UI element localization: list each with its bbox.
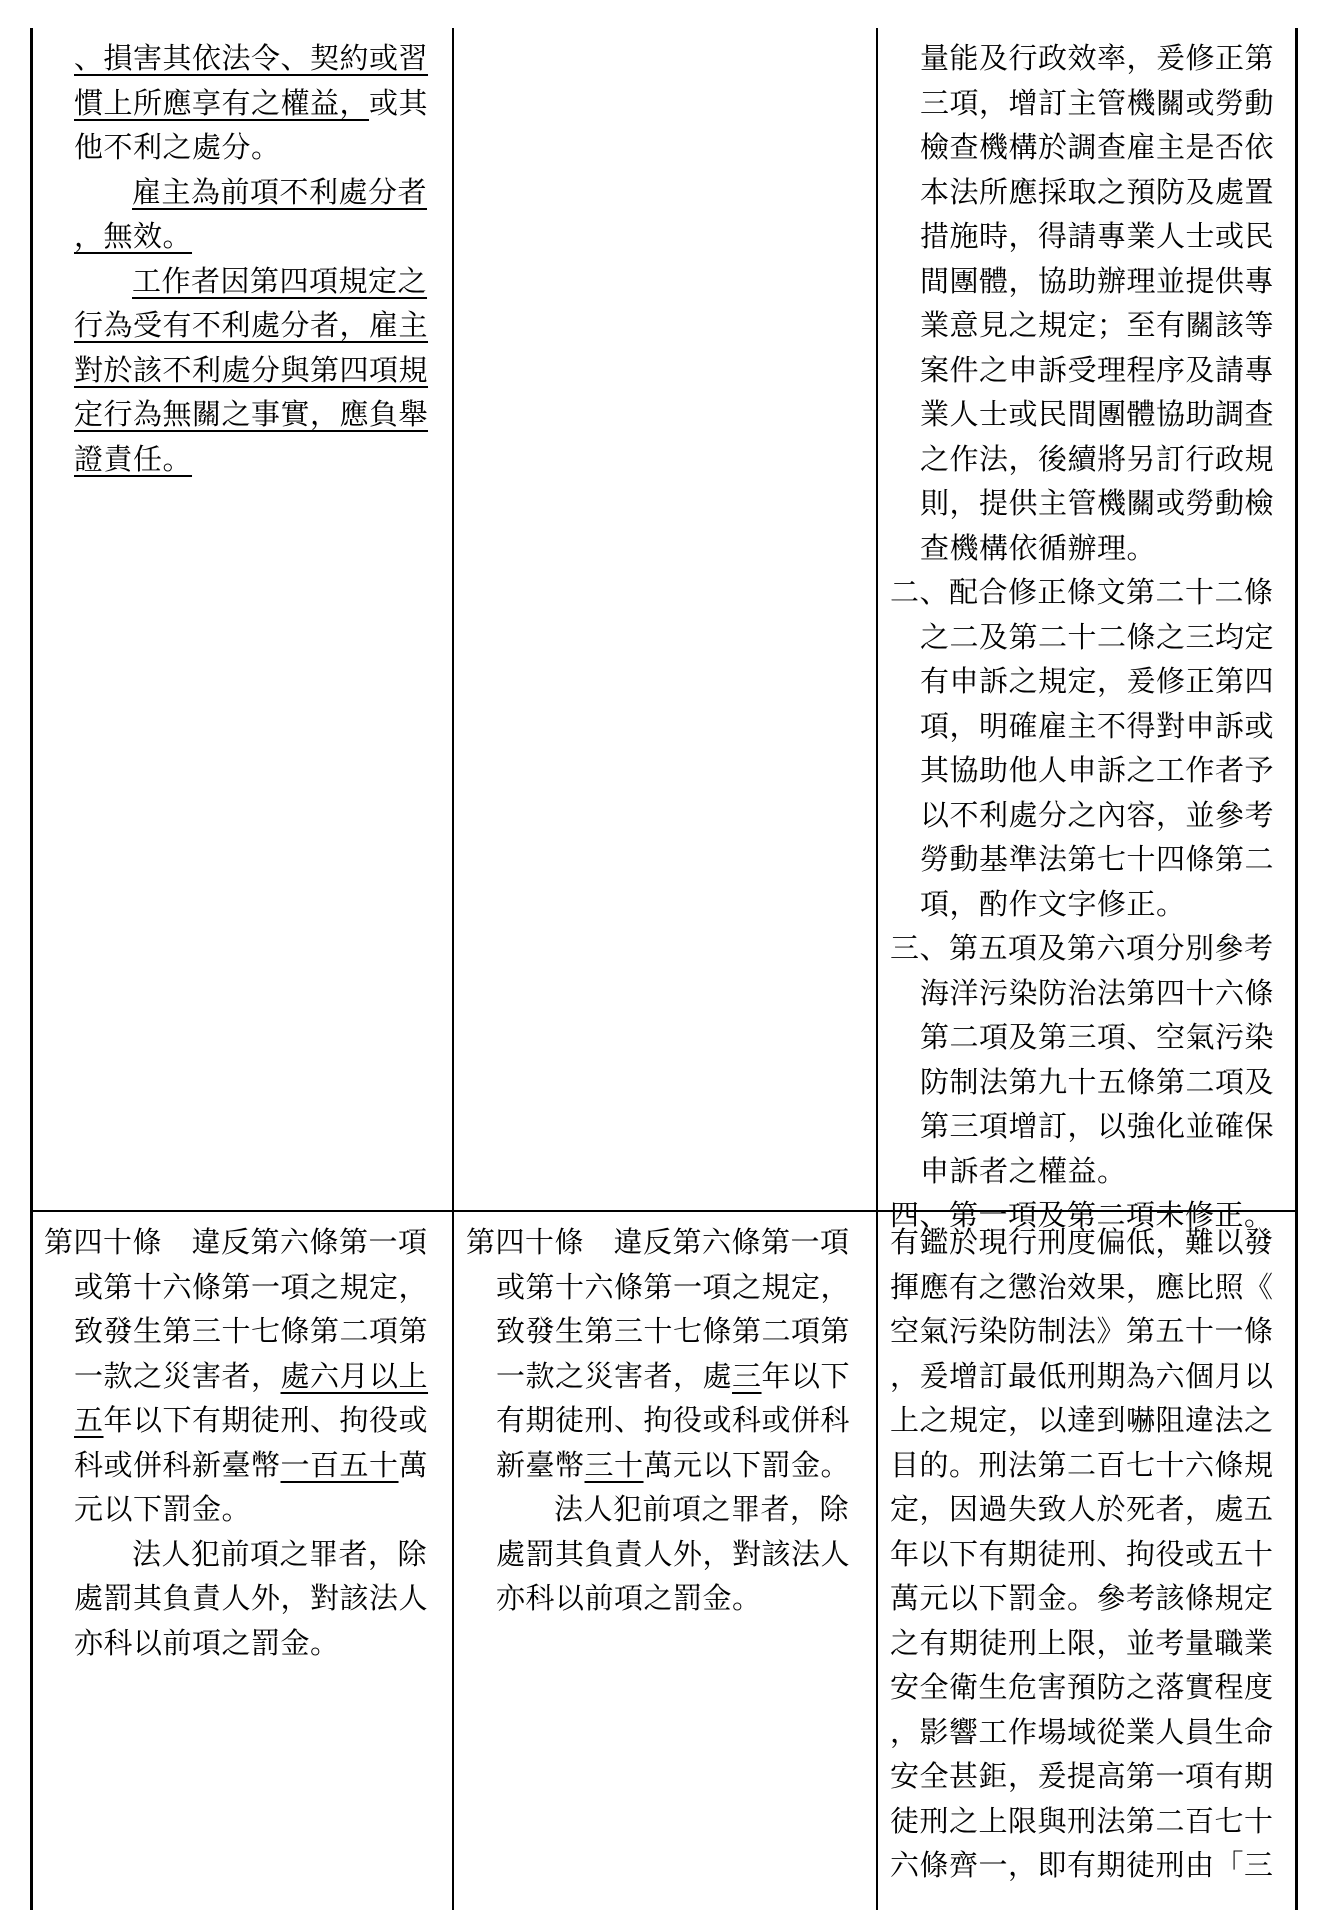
row1-amended-line xyxy=(44,214,444,259)
row2-current-text: 處罰其負責人外，對該法人 xyxy=(496,1536,851,1571)
row1-explanation-text: 間團體，協助辦理並提供專 xyxy=(920,263,1275,298)
row1-explanation-line xyxy=(890,704,1290,749)
row1-explanation-text: 其協助他人申訴之工作者予 xyxy=(920,753,1275,787)
row2-amended-line xyxy=(44,1220,444,1265)
row1-explanation-cell xyxy=(890,36,1290,1238)
row2-amended-text: 法人犯前項之罪者，除 xyxy=(132,1536,428,1571)
row2-explanation-line xyxy=(890,1265,1290,1310)
row2-explanation-text: 有鑑於現行刑度偏低，難以發 xyxy=(890,1225,1274,1259)
row1-explanation-line xyxy=(890,437,1290,482)
row1-amended-text: 定行為無關之事實，應負舉 xyxy=(74,397,429,431)
row1-explanation-text: 四、第一項及第二項未修正。 xyxy=(890,1198,1274,1232)
row2-amended-text: 處罰其負責人外，對該法人 xyxy=(74,1581,429,1615)
row2-explanation-line xyxy=(890,1754,1290,1799)
row2-amended-text: 年以下有期徒刑、拘役或 xyxy=(103,1403,429,1437)
row1-amended-text: 雇主為前項不利處分者 xyxy=(132,174,428,209)
row2-amended-line xyxy=(44,1398,444,1443)
row2-amended-line xyxy=(44,1487,444,1532)
row2-explanation-line xyxy=(890,1532,1290,1577)
row1-explanation-line xyxy=(890,481,1290,526)
row1-explanation-text: 查機構依循辦理。 xyxy=(920,530,1157,565)
row2-current-text: 一款之災害者，處 xyxy=(496,1358,733,1393)
row2-current-amended-text: 三 xyxy=(732,1358,762,1393)
row2-explanation-text: 安全衛生危害預防之落實程度 xyxy=(890,1670,1274,1704)
row2-explanation-line xyxy=(890,1843,1290,1888)
row1-explanation-text: 三項，增訂主管機關或勞動 xyxy=(920,85,1275,120)
row2-amended-cell xyxy=(44,1220,444,1665)
row2-explanation-line xyxy=(890,1487,1290,1532)
row2-current-line xyxy=(466,1576,866,1621)
table-right-border xyxy=(1295,28,1298,1910)
row2-amended-line xyxy=(44,1354,444,1399)
row2-amended-line xyxy=(44,1576,444,1621)
row2-current-line xyxy=(466,1532,866,1577)
row1-amended-text: 對於該不利處分與第四項規 xyxy=(74,352,429,387)
row2-current-text: 亦科以前項之罰金。 xyxy=(496,1581,762,1615)
row2-current-line xyxy=(466,1354,866,1399)
row2-current-line xyxy=(466,1220,866,1265)
row1-explanation-line xyxy=(890,1149,1290,1194)
row2-explanation-cell xyxy=(890,1220,1290,1888)
row1-explanation-text: 有申訴之規定，爰修正第四 xyxy=(920,664,1275,698)
row2-current-text: 新臺幣 xyxy=(496,1447,585,1482)
row2-explanation-line xyxy=(890,1220,1290,1265)
row2-explanation-text: 揮應有之懲治效果，應比照《 xyxy=(890,1269,1274,1304)
row1-amended-line xyxy=(44,36,444,81)
row2-current-text: 有期徒刑、拘役或科或併科 xyxy=(496,1403,851,1437)
row2-amended-line xyxy=(44,1443,444,1488)
row2-explanation-text: 安全甚鉅，爰提高第一項有期 xyxy=(890,1759,1274,1793)
row2-current-line xyxy=(466,1309,866,1354)
row2-explanation-text: ，爰增訂最低刑期為六個月以 xyxy=(890,1358,1274,1393)
row2-explanation-line xyxy=(890,1576,1290,1621)
row2-explanation-text: 上之規定，以達到嚇阻違法之 xyxy=(890,1403,1274,1437)
row1-explanation-line xyxy=(890,570,1290,615)
row1-amended-line xyxy=(44,125,444,170)
row1-explanation-text: 檢查機構於調查雇主是否依 xyxy=(920,130,1275,164)
row1-amended-cell xyxy=(44,36,444,481)
row1-explanation-text: 海洋污染防治法第四十六條 xyxy=(920,975,1275,1010)
row2-amended-text: 或第十六條第一項之規定， xyxy=(74,1269,429,1304)
row1-explanation-text: 以不利處分之內容，並參考 xyxy=(920,797,1275,832)
row1-amended-text: ，無效。 xyxy=(74,219,193,253)
row2-explanation-text: ，影響工作場域從業人員生命 xyxy=(890,1714,1274,1749)
row1-explanation-text: 業意見之規定；至有關該等 xyxy=(920,308,1275,342)
row1-explanation-text: 第二項及第三項、空氣污染 xyxy=(920,1020,1275,1054)
row2-explanation-line xyxy=(890,1443,1290,1488)
row2-explanation-text: 徒刑之上限與刑法第二百七十 xyxy=(890,1803,1274,1838)
row2-explanation-text: 六條齊一，即有期徒刑由「三 xyxy=(890,1848,1274,1882)
row1-explanation-text: 二、配合修正條文第二十二條 xyxy=(890,575,1274,609)
row2-amended-text: 元以下罰金。 xyxy=(74,1492,252,1526)
row1-explanation-line xyxy=(890,81,1290,126)
row1-explanation-line xyxy=(890,1104,1290,1149)
row2-explanation-text: 目的。刑法第二百七十六條規 xyxy=(890,1447,1274,1482)
row1-explanation-line xyxy=(890,392,1290,437)
row2-amended-text: 致發生第三十七條第二項第 xyxy=(74,1314,429,1348)
row1-explanation-line xyxy=(890,214,1290,259)
row1-explanation-line xyxy=(890,526,1290,571)
row1-amended-text: 他不利之處分。 xyxy=(74,130,281,164)
row1-explanation-line xyxy=(890,882,1290,927)
row1-explanation-text: 防制法第九十五條第二項及 xyxy=(920,1064,1275,1099)
row1-amended-line xyxy=(44,170,444,215)
row2-explanation-line xyxy=(890,1799,1290,1844)
table-column-divider-2 xyxy=(876,28,878,1910)
document-page xyxy=(30,0,1298,1910)
row2-amended-text: 科或併科新臺幣 xyxy=(74,1447,281,1482)
row2-explanation-text: 定，因過失致人於死者，處五 xyxy=(890,1492,1274,1526)
row1-explanation-text: 則，提供主管機關或勞動檢 xyxy=(920,486,1275,520)
row1-explanation-line xyxy=(890,837,1290,882)
row2-amended-text: 第四十條 違反第六條第一項 xyxy=(44,1225,428,1259)
row2-amended-text: 萬 xyxy=(398,1447,429,1482)
row2-current-line xyxy=(466,1265,866,1310)
row2-current-text: 法人犯前項之罪者，除 xyxy=(554,1492,850,1526)
row2-current-text: 第四十條 違反第六條第一項 xyxy=(466,1225,850,1259)
row2-amended-line xyxy=(44,1532,444,1577)
row1-explanation-line xyxy=(890,303,1290,348)
row1-amended-line xyxy=(44,437,444,482)
row1-amended-line xyxy=(44,392,444,437)
row1-explanation-line xyxy=(890,170,1290,215)
row1-explanation-line xyxy=(890,259,1290,304)
row2-explanation-line xyxy=(890,1354,1290,1399)
row1-amended-text: 或其 xyxy=(369,85,429,120)
row2-current-text: 致發生第三十七條第二項第 xyxy=(496,1314,851,1348)
row1-explanation-text: 項，酌作文字修正。 xyxy=(920,886,1186,921)
row2-amended-amended-text: 處六月以上 xyxy=(280,1358,429,1393)
row1-explanation-text: 之二及第二十二條之三均定 xyxy=(920,619,1275,654)
row2-explanation-text: 年以下有期徒刑、拘役或五十 xyxy=(890,1536,1274,1571)
row1-amended-text: 工作者因第四項規定之 xyxy=(132,263,428,298)
row1-explanation-line xyxy=(890,971,1290,1016)
row2-explanation-line xyxy=(890,1665,1290,1710)
row1-explanation-text: 案件之申訴受理程序及請專 xyxy=(920,352,1275,387)
row1-explanation-text: 勞動基準法第七十四條第二 xyxy=(920,842,1275,876)
row2-amended-amended-text: 五 xyxy=(74,1403,104,1437)
row2-current-line xyxy=(466,1487,866,1532)
row1-explanation-text: 業人士或民間團體協助調查 xyxy=(920,397,1275,431)
row1-explanation-line xyxy=(890,1060,1290,1105)
row1-explanation-line xyxy=(890,1015,1290,1060)
row2-explanation-text: 萬元以下罰金。參考該條規定 xyxy=(890,1581,1274,1615)
row1-explanation-line xyxy=(890,793,1290,838)
row2-amended-text: 一款之災害者， xyxy=(74,1358,281,1393)
row2-explanation-text: 空氣污染防制法》第五十一條 xyxy=(890,1314,1274,1348)
row1-explanation-text: 申訴者之權益。 xyxy=(920,1153,1127,1188)
row2-current-line xyxy=(466,1443,866,1488)
row2-explanation-line xyxy=(890,1621,1290,1666)
row1-amended-line xyxy=(44,348,444,393)
row1-explanation-text: 之作法，後續將另訂行政規 xyxy=(920,441,1275,476)
row2-explanation-line xyxy=(890,1398,1290,1443)
row1-explanation-line xyxy=(890,615,1290,660)
row2-current-text: 萬元以下罰金。 xyxy=(643,1447,851,1482)
row2-amended-line xyxy=(44,1309,444,1354)
row1-amended-line xyxy=(44,303,444,348)
row2-amended-line xyxy=(44,1265,444,1310)
row1-explanation-text: 量能及行政效率，爰修正第 xyxy=(920,41,1275,75)
row2-amended-amended-text: 一百五十 xyxy=(280,1447,399,1482)
row1-amended-line xyxy=(44,81,444,126)
row1-explanation-text: 三、第五項及第六項分別參考 xyxy=(890,931,1274,965)
row1-explanation-line xyxy=(890,748,1290,793)
row2-amended-line xyxy=(44,1621,444,1666)
row2-amended-text: 亦科以前項之罰金。 xyxy=(74,1625,340,1660)
row1-explanation-line xyxy=(890,926,1290,971)
table-left-border xyxy=(30,28,33,1910)
row1-explanation-line xyxy=(890,659,1290,704)
row2-current-text: 或第十六條第一項之規定， xyxy=(496,1269,851,1304)
row1-amended-text: 、損害其依法令、契約或習 xyxy=(74,41,429,75)
row1-explanation-line xyxy=(890,36,1290,81)
row1-amended-line xyxy=(44,259,444,304)
row1-explanation-text: 本法所應採取之預防及處置 xyxy=(920,174,1275,209)
row2-current-line xyxy=(466,1398,866,1443)
row2-explanation-line xyxy=(890,1309,1290,1354)
row1-explanation-text: 項，明確雇主不得對申訴或 xyxy=(920,708,1275,743)
row2-explanation-text: 之有期徒刑上限，並考量職業 xyxy=(890,1625,1274,1660)
row2-explanation-line xyxy=(890,1710,1290,1755)
row1-explanation-text: 第三項增訂，以強化並確保 xyxy=(920,1109,1275,1143)
row1-amended-text: 證責任。 xyxy=(74,441,193,476)
row1-explanation-line xyxy=(890,348,1290,393)
row1-explanation-line xyxy=(890,125,1290,170)
row1-amended-text: 慣上所應享有之權益， xyxy=(74,85,370,120)
row2-current-text: 年以下 xyxy=(761,1358,851,1393)
row1-explanation-text: 措施時，得請專業人士或民 xyxy=(920,219,1275,253)
table-column-divider-1 xyxy=(452,28,454,1910)
row1-amended-text: 行為受有不利處分者，雇主 xyxy=(74,308,429,342)
row2-current-cell xyxy=(466,1220,866,1621)
row2-current-amended-text: 三十 xyxy=(584,1447,644,1482)
